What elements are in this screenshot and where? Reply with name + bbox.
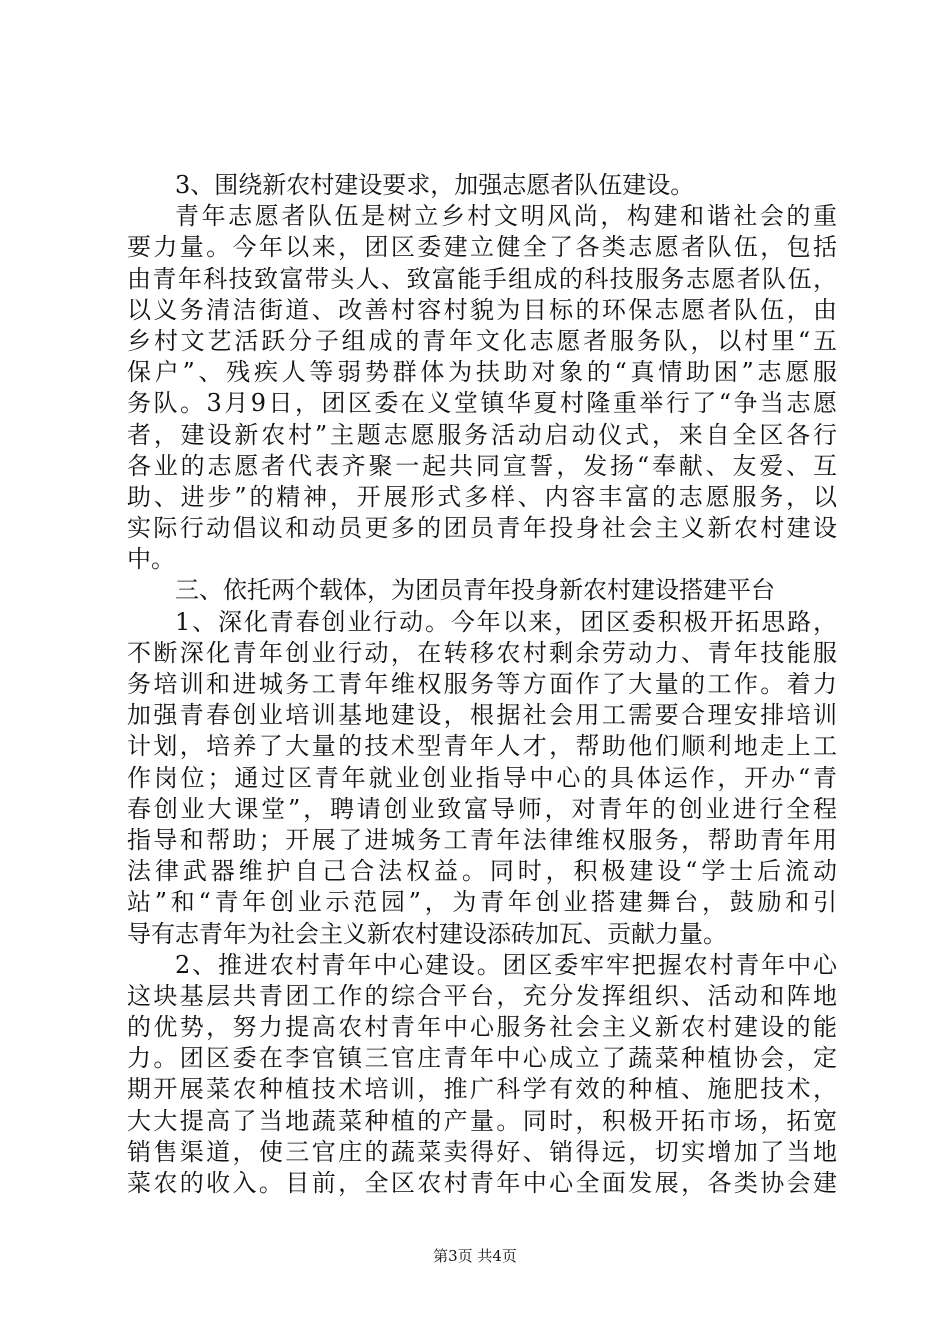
text-line: 站”和“青年创业示范园”，为青年创业搭建舞台，鼓励和引 xyxy=(127,888,837,917)
text-line: 法律武器维护自己合法权益。同时，积极建设“学士后流动 xyxy=(127,857,837,886)
text-line: 力。团区委在李官镇三官庄青年中心成立了蔬菜种植协会，定 xyxy=(127,1044,837,1073)
text-line: 要力量。今年以来，团区委建立健全了各类志愿者队伍，包括 xyxy=(127,233,837,262)
text-line: 销售渠道，使三官庄的蔬菜卖得好、销得远，切实增加了当地 xyxy=(127,1137,837,1166)
text-line: 1、深化青春创业行动。今年以来，团区委积极开拓思路， xyxy=(175,607,837,636)
text-line: 加强青春创业培训基地建设，根据社会用工需要合理安排培训 xyxy=(127,701,837,730)
text-line: 实际行动倡议和动员更多的团员青年投身社会主义新农村建设 xyxy=(127,514,837,543)
text-line: 务队。3月9日，团区委在义堂镇华夏村隆重举行了“争当志愿 xyxy=(127,389,837,418)
text-line: 大大提高了当地蔬菜种植的产量。同时，积极开拓市场，拓宽 xyxy=(127,1106,837,1135)
text-line: 菜农的收入。目前，全区农村青年中心全面发展，各类协会建 xyxy=(127,1169,837,1197)
text-line: 导有志青年为社会主义新农村建设添砖加瓦、贡献力量。 xyxy=(127,919,727,948)
text-line: 各业的志愿者代表齐聚一起共同宣誓，发扬“奉献、友爱、互 xyxy=(127,451,837,480)
text-line: 者，建设新农村”主题志愿服务活动启动仪式，来自全区各行 xyxy=(127,420,837,449)
text-line: 3、围绕新农村建设要求，加强志愿者队伍建设。 xyxy=(175,171,695,199)
text-line: 保户”、残疾人等弱势群体为扶助对象的“真情助困”志愿服 xyxy=(127,358,837,387)
text-line: 务培训和进城务工青年维权服务等方面作了大量的工作。着力 xyxy=(127,670,837,698)
text-line: 指导和帮助；开展了进城务工青年法律维权服务，帮助青年用 xyxy=(127,825,837,854)
text-line: 作岗位；通过区青年就业创业指导中心的具体运作，开办“青 xyxy=(127,763,837,792)
text-line: 2、推进农村青年中心建设。团区委牢牢把握农村青年中心 xyxy=(175,950,837,979)
text-line: 期开展菜农种植技术培训，推广科学有效的种植、施肥技术， xyxy=(127,1075,837,1104)
text-line: 青年志愿者队伍是树立乡村文明风尚，构建和谐社会的重 xyxy=(175,202,837,231)
text-line: 由青年科技致富带头人、致富能手组成的科技服务志愿者队伍， xyxy=(127,264,837,293)
document-body xyxy=(127,170,837,1199)
text-line: 不断深化青年创业行动，在转移农村剩余劳动力、青年技能服 xyxy=(127,638,837,667)
text-line: 的优势，努力提高农村青年中心服务社会主义新农村建设的能 xyxy=(127,1013,837,1042)
text-line: 以义务清洁街道、改善村容村貌为目标的环保志愿者队伍，由 xyxy=(127,295,837,324)
text-line: 春创业大课堂”，聘请创业致富导师，对青年的创业进行全程 xyxy=(127,794,837,823)
text-line: 乡村文艺活跃分子组成的青年文化志愿者服务队，以村里“五 xyxy=(127,326,837,355)
page-number-label: 第3页 共4页 xyxy=(433,1247,517,1265)
text-line: 中。 xyxy=(127,545,175,574)
text-line: 助、进步”的精神，开展形式多样、内容丰富的志愿服务，以 xyxy=(127,482,837,511)
text-line: 三、依托两个载体，为团员青年投身新农村建设搭建平台 xyxy=(175,576,775,605)
text-line: 这块基层共青团工作的综合平台，充分发挥组织、活动和阵地 xyxy=(127,981,837,1010)
page-footer xyxy=(0,1245,950,1266)
text-line: 计划，培养了大量的技术型青年人才，帮助他们顺利地走上工 xyxy=(127,732,837,761)
